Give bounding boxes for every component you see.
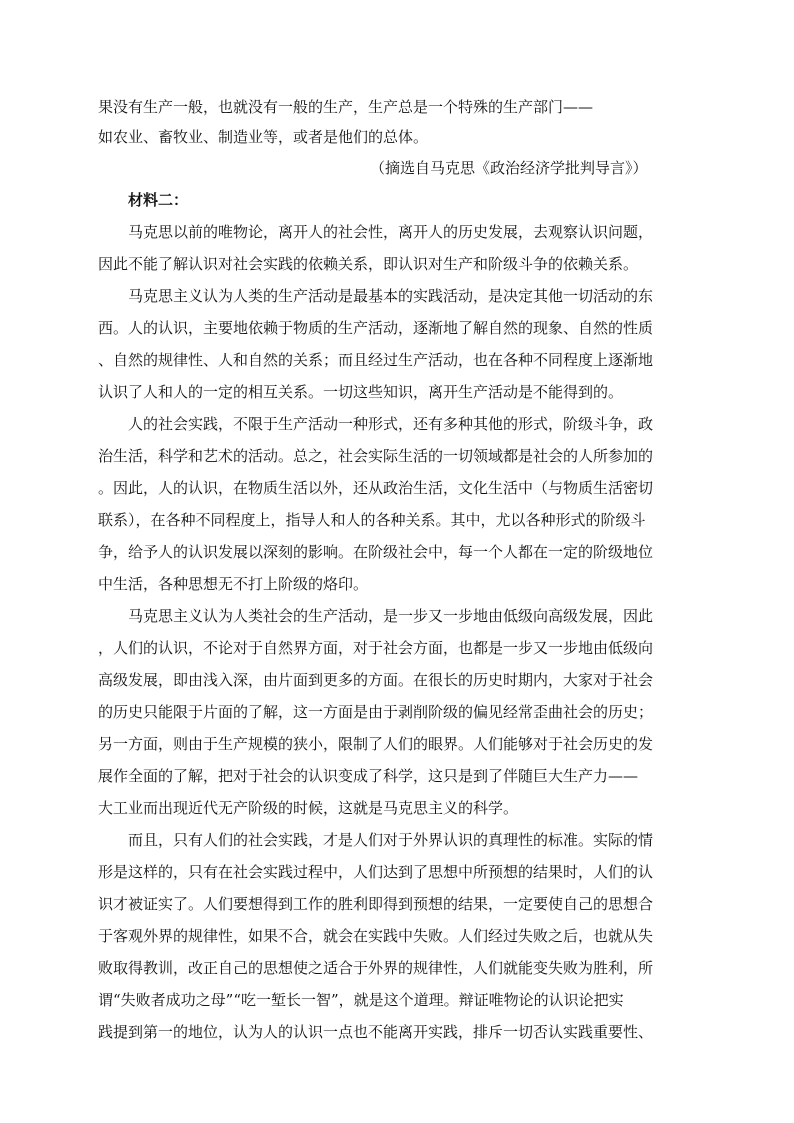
text-line: 高级发展，即由浅入深，由片面到更多的方面。在很长的历史时期内，大家对于社会: [98, 671, 654, 689]
text-line: 败取得教训，改正自己的思想使之适合于外界的规律性，人们就能变失败为胜利，所: [98, 959, 654, 977]
text-line: 马克思主义认为人类社会的生产活动，是一步又一步地由低级向高级发展，因此: [128, 607, 654, 625]
text-line: 而且，只有人们的社会实践，才是人们对于外界认识的真理性的标准。实际的情: [128, 831, 654, 849]
text-line: ，人们的认识，不论对于自然界方面，对于社会方面，也都是一步又一步地由低级向: [98, 639, 654, 657]
text-line: 形是这样的，只有在社会实践过程中，人们达到了思想中所预想的结果时，人们的认: [98, 863, 654, 881]
text-line: 。因此，人的认识，在物质生活以外，还从政治生活，文化生活中（与物质生活密切: [98, 479, 654, 497]
text-line: 人的社会实践，不限于生产活动一种形式，还有多种其他的形式，阶级斗争，政: [128, 415, 654, 433]
text-line: 另一方面，则由于生产规模的狭小，限制了人们的眼界。人们能够对于社会历史的发: [98, 735, 654, 753]
text-line: 认识了人和人的一定的相互关系。一切这些知识，离开生产活动是不能得到的。: [98, 383, 624, 401]
text-line: 谓“失败者成功之母”“吃一堑长一智”，就是这个道理。辩证唯物论的认识论把实: [98, 991, 624, 1009]
text-line: 马克思以前的唯物论，离开人的社会性，离开人的历史发展，去观察认识问题，: [128, 223, 654, 241]
text-line: 治生活，科学和艺术的活动。总之，社会实际生活的一切领域都是社会的人所参加的: [98, 447, 654, 465]
text-line: 马克思主义认为人类的生产活动是最基本的实践活动，是决定其他一切活动的东: [128, 287, 654, 305]
text-line: 争，给予人的认识发展以深刻的影响。在阶级社会中，每一个人都在一定的阶级地位: [98, 543, 654, 561]
text-line: 联系），在各种不同程度上，指导人和人的各种关系。其中，尤以各种形式的阶级斗: [98, 511, 646, 529]
text-line: 识才被证实了。人们要想得到工作的胜利即得到预想的结果，一定要使自己的思想合: [98, 895, 654, 913]
text-line: 西。人的认识，主要地依赖于物质的生产活动，逐渐地了解自然的现象、自然的性质: [98, 319, 654, 337]
text-line: 的历史只能限于片面的了解，这一方面是由于剥削阶级的偏见经常歪曲社会的历史；: [98, 703, 654, 721]
text-line: 展作全面的了解，把对于社会的认识变成了科学，这只是到了伴随巨大生产力——: [98, 767, 639, 785]
text-line: 如农业、畜牧业、制造业等，或者是他们的总体。: [98, 128, 429, 146]
text-line: 中生活，各种思想无不打上阶级的烙印。: [98, 575, 369, 593]
text-line: 果没有生产一般，也就没有一般的生产，生产总是一个特殊的生产部门——: [98, 98, 594, 116]
text-line: 大工业而出现近代无产阶级的时候，这就是马克思主义的科学。: [98, 799, 519, 817]
section-heading: 材料二：: [128, 191, 189, 209]
text-line: 因此不能了解认识对社会实践的依赖关系，即认识对生产和阶级斗争的依赖关系。: [98, 255, 639, 273]
text-line: 践提到第一的地位，认为人的认识一点也不能离开实践，排斥一切否认实践重要性、: [98, 1023, 654, 1041]
text-line: 、自然的规律性、人和自然的关系；而且经过生产活动，也在各种不同程度上逐渐地: [98, 351, 654, 369]
source-citation: （摘选自马克思《政治经济学批判导言》）: [370, 159, 648, 177]
text-line: 于客观外界的规律性，如果不合，就会在实践中失败。人们经过失败之后，也就从失: [98, 927, 654, 945]
